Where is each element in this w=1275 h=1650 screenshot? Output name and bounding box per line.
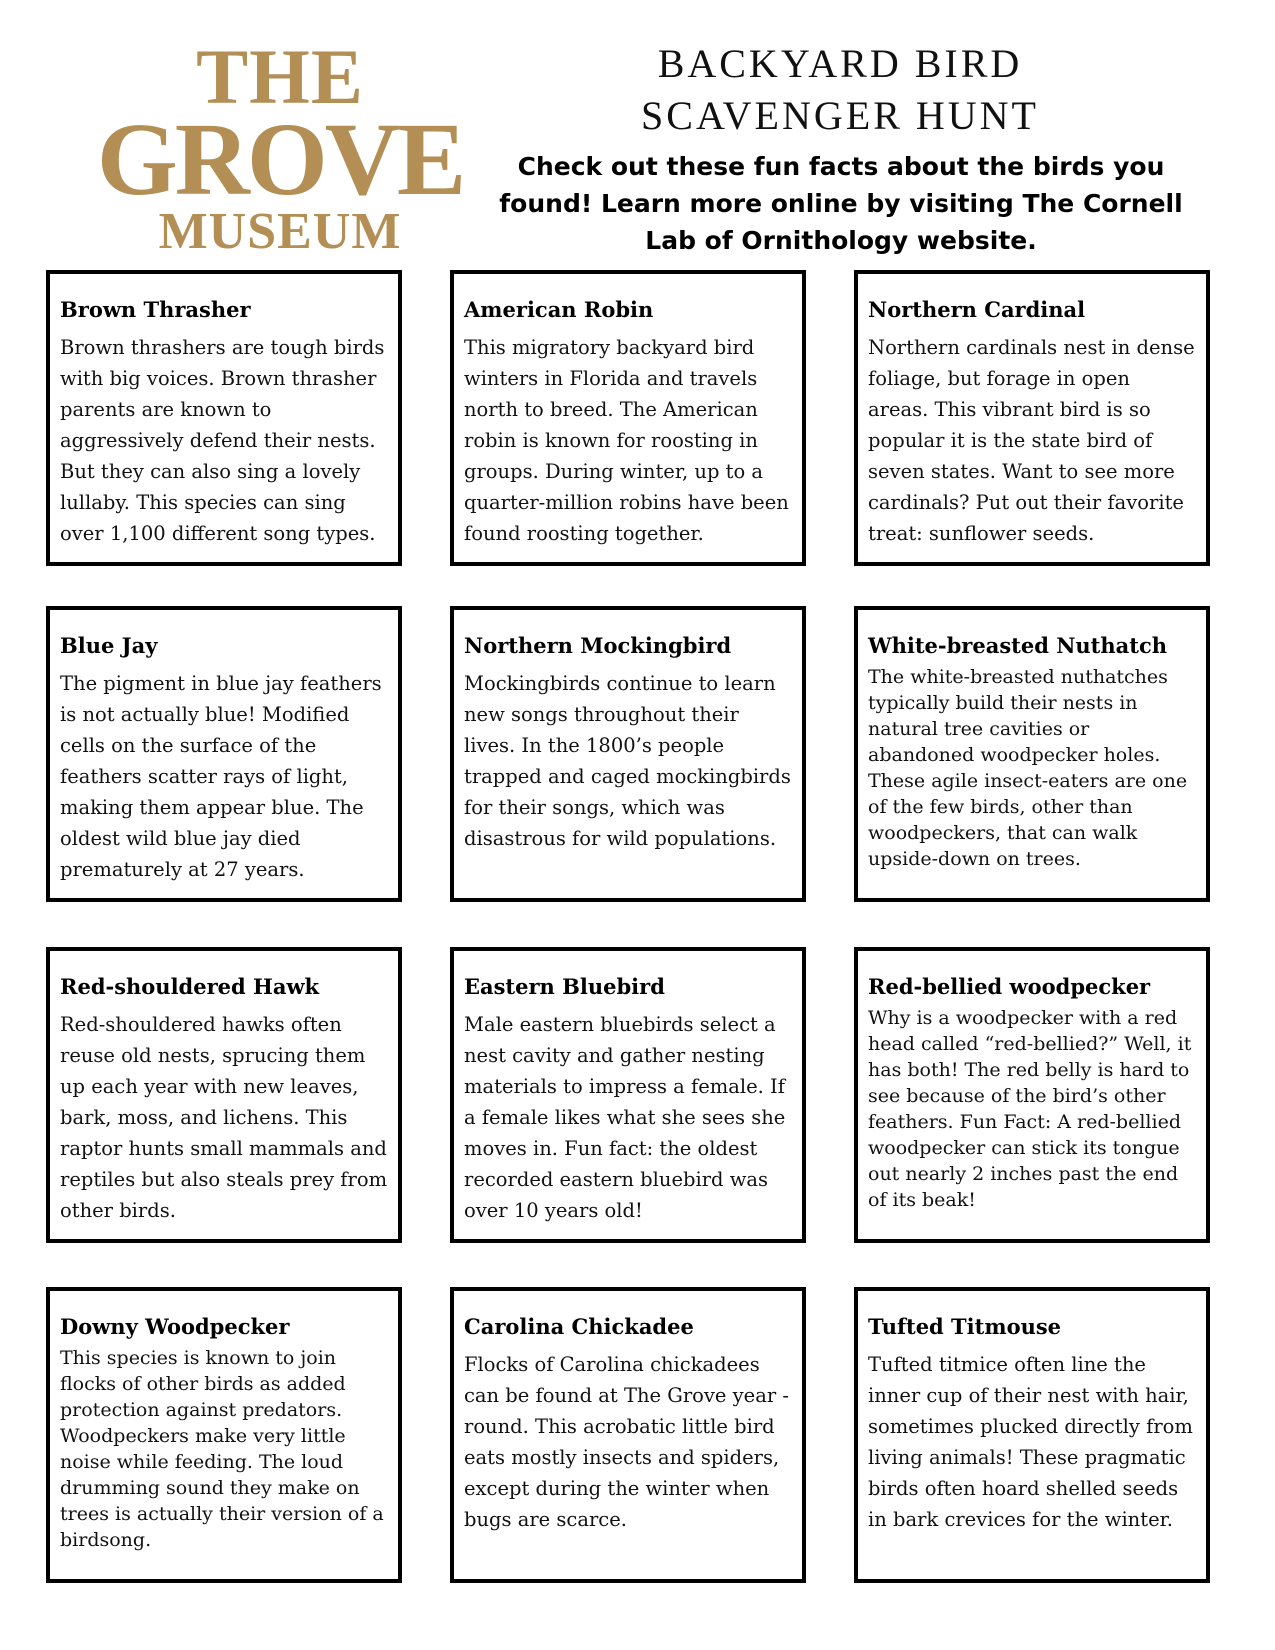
page-title [600,38,1080,142]
card-body: Northern cardinals nest in dense foliage, but forage in open areas. This vibrant bird is so popular it is the state bird of seven states. Want to see more cardinals? Put out their favorite treat: sunflower seeds. [868,336,1195,545]
card-title: Red-bellied woodpecker [868,974,1151,999]
card-carolina-chickadee [450,1287,806,1583]
card-blue-jay [46,606,402,902]
card-title: Carolina Chickadee [464,1314,694,1339]
card-brown-thrasher [46,270,402,566]
card-eastern-bluebird [450,947,806,1243]
page-subtitle: Check out these fun facts about the birds you found! Learn more online by visiting The Cornell Lab of Ornithology website. [499,152,1183,255]
card-title: Red-shouldered Hawk [60,974,320,999]
page-title-line-2: SCAVENGER HUNT [641,93,1039,138]
card-tufted-titmouse [854,1287,1210,1583]
card-body: Male eastern bluebirds select a nest cavity and gather nesting materials to impress a female. If a female likes what she sees she moves in. Fun fact: the oldest recorded eastern bluebird was over 10 years old! [464,1013,786,1222]
logo-line-grove: GROVE [96,102,464,217]
card-title: Tufted Titmouse [868,1314,1062,1339]
card-red-shouldered-hawk [46,947,402,1243]
card-american-robin [450,270,806,566]
card-downy-woodpecker [46,1287,402,1583]
card-title: Brown Thrasher [60,297,251,322]
card-northern-mockingbird [450,606,806,902]
museum-logo [95,33,465,260]
card-body: Flocks of Carolina chickadees can be found at The Grove year -round. This acrobatic little bird eats mostly insects and spiders, except during the winter when bugs are scarce. [464,1353,789,1531]
card-body: This species is known to join flocks of other birds as added protection against predators. Woodpeckers make very little noise while feeding. The loud drumming sound they make on trees is actually their version of a birdsong. [60,1347,384,1551]
card-red-bellied-woodpecker [854,947,1210,1243]
card-title: White-breasted Nuthatch [868,633,1167,658]
logo-line-the: THE [196,33,364,120]
card-body: Mockingbirds continue to learn new songs throughout their lives. In the 1800’s people trapped and caged mockingbirds for their songs, which was disastrous for wild populations. [464,672,791,850]
card-title: Blue Jay [60,633,158,658]
card-body: Brown thrashers are tough birds with big voices. Brown thrasher parents are known to aggressively defend their nests. But they can also sing a lovely lullaby. This species can sing over 1,100 different song types. [60,336,385,545]
card-body: Why is a woodpecker with a red head called “red-bellied?” Well, it has both! The red belly is hard to see because of the bird’s other feathers. Fun Fact: A red-bellied woodpecker can stick its tongue out nearly 2 inches past the end of its beak! [868,1007,1192,1211]
card-body: Red-shouldered hawks often reuse old nests, sprucing them up each year with new leaves, bark, moss, and lichens. This raptor hunts small mammals and reptiles but also steals prey from other birds. [60,1013,388,1222]
card-title: Eastern Bluebird [464,974,665,999]
card-body: Tufted titmice often line the inner cup of their nest with hair, sometimes plucked directly from living animals! These pragmatic birds often hoard shelled seeds in bark crevices for the winter. [868,1353,1193,1531]
card-white-breasted-nuthatch [854,606,1210,902]
card-body: The pigment in blue jay feathers is not actually blue! Modified cells on the surface of the feathers scatter rays of light, making them appear blue. The oldest wild blue jay died prematurely at 27 years. [60,672,382,881]
card-body: The white-breasted nuthatches typically build their nests in natural tree cavities or abandoned woodpecker holes. These agile insect-eaters are one of the few birds, other than woodpeckers, that can walk upside-down on trees. [868,666,1188,870]
page-title-line-1: BACKYARD BIRD [657,41,1023,86]
card-title: Northern Mockingbird [464,633,732,658]
card-title: Northern Cardinal [868,297,1086,322]
card-northern-cardinal [854,270,1210,566]
card-body: This migratory backyard bird winters in Florida and travels north to breed. The American robin is known for roosting in groups. During winter, up to a quarter-million robins have been found roosting together. [464,336,789,545]
card-title: American Robin [464,297,654,322]
logo-line-museum: MUSEUM [158,203,402,260]
card-title: Downy Woodpecker [60,1314,290,1339]
